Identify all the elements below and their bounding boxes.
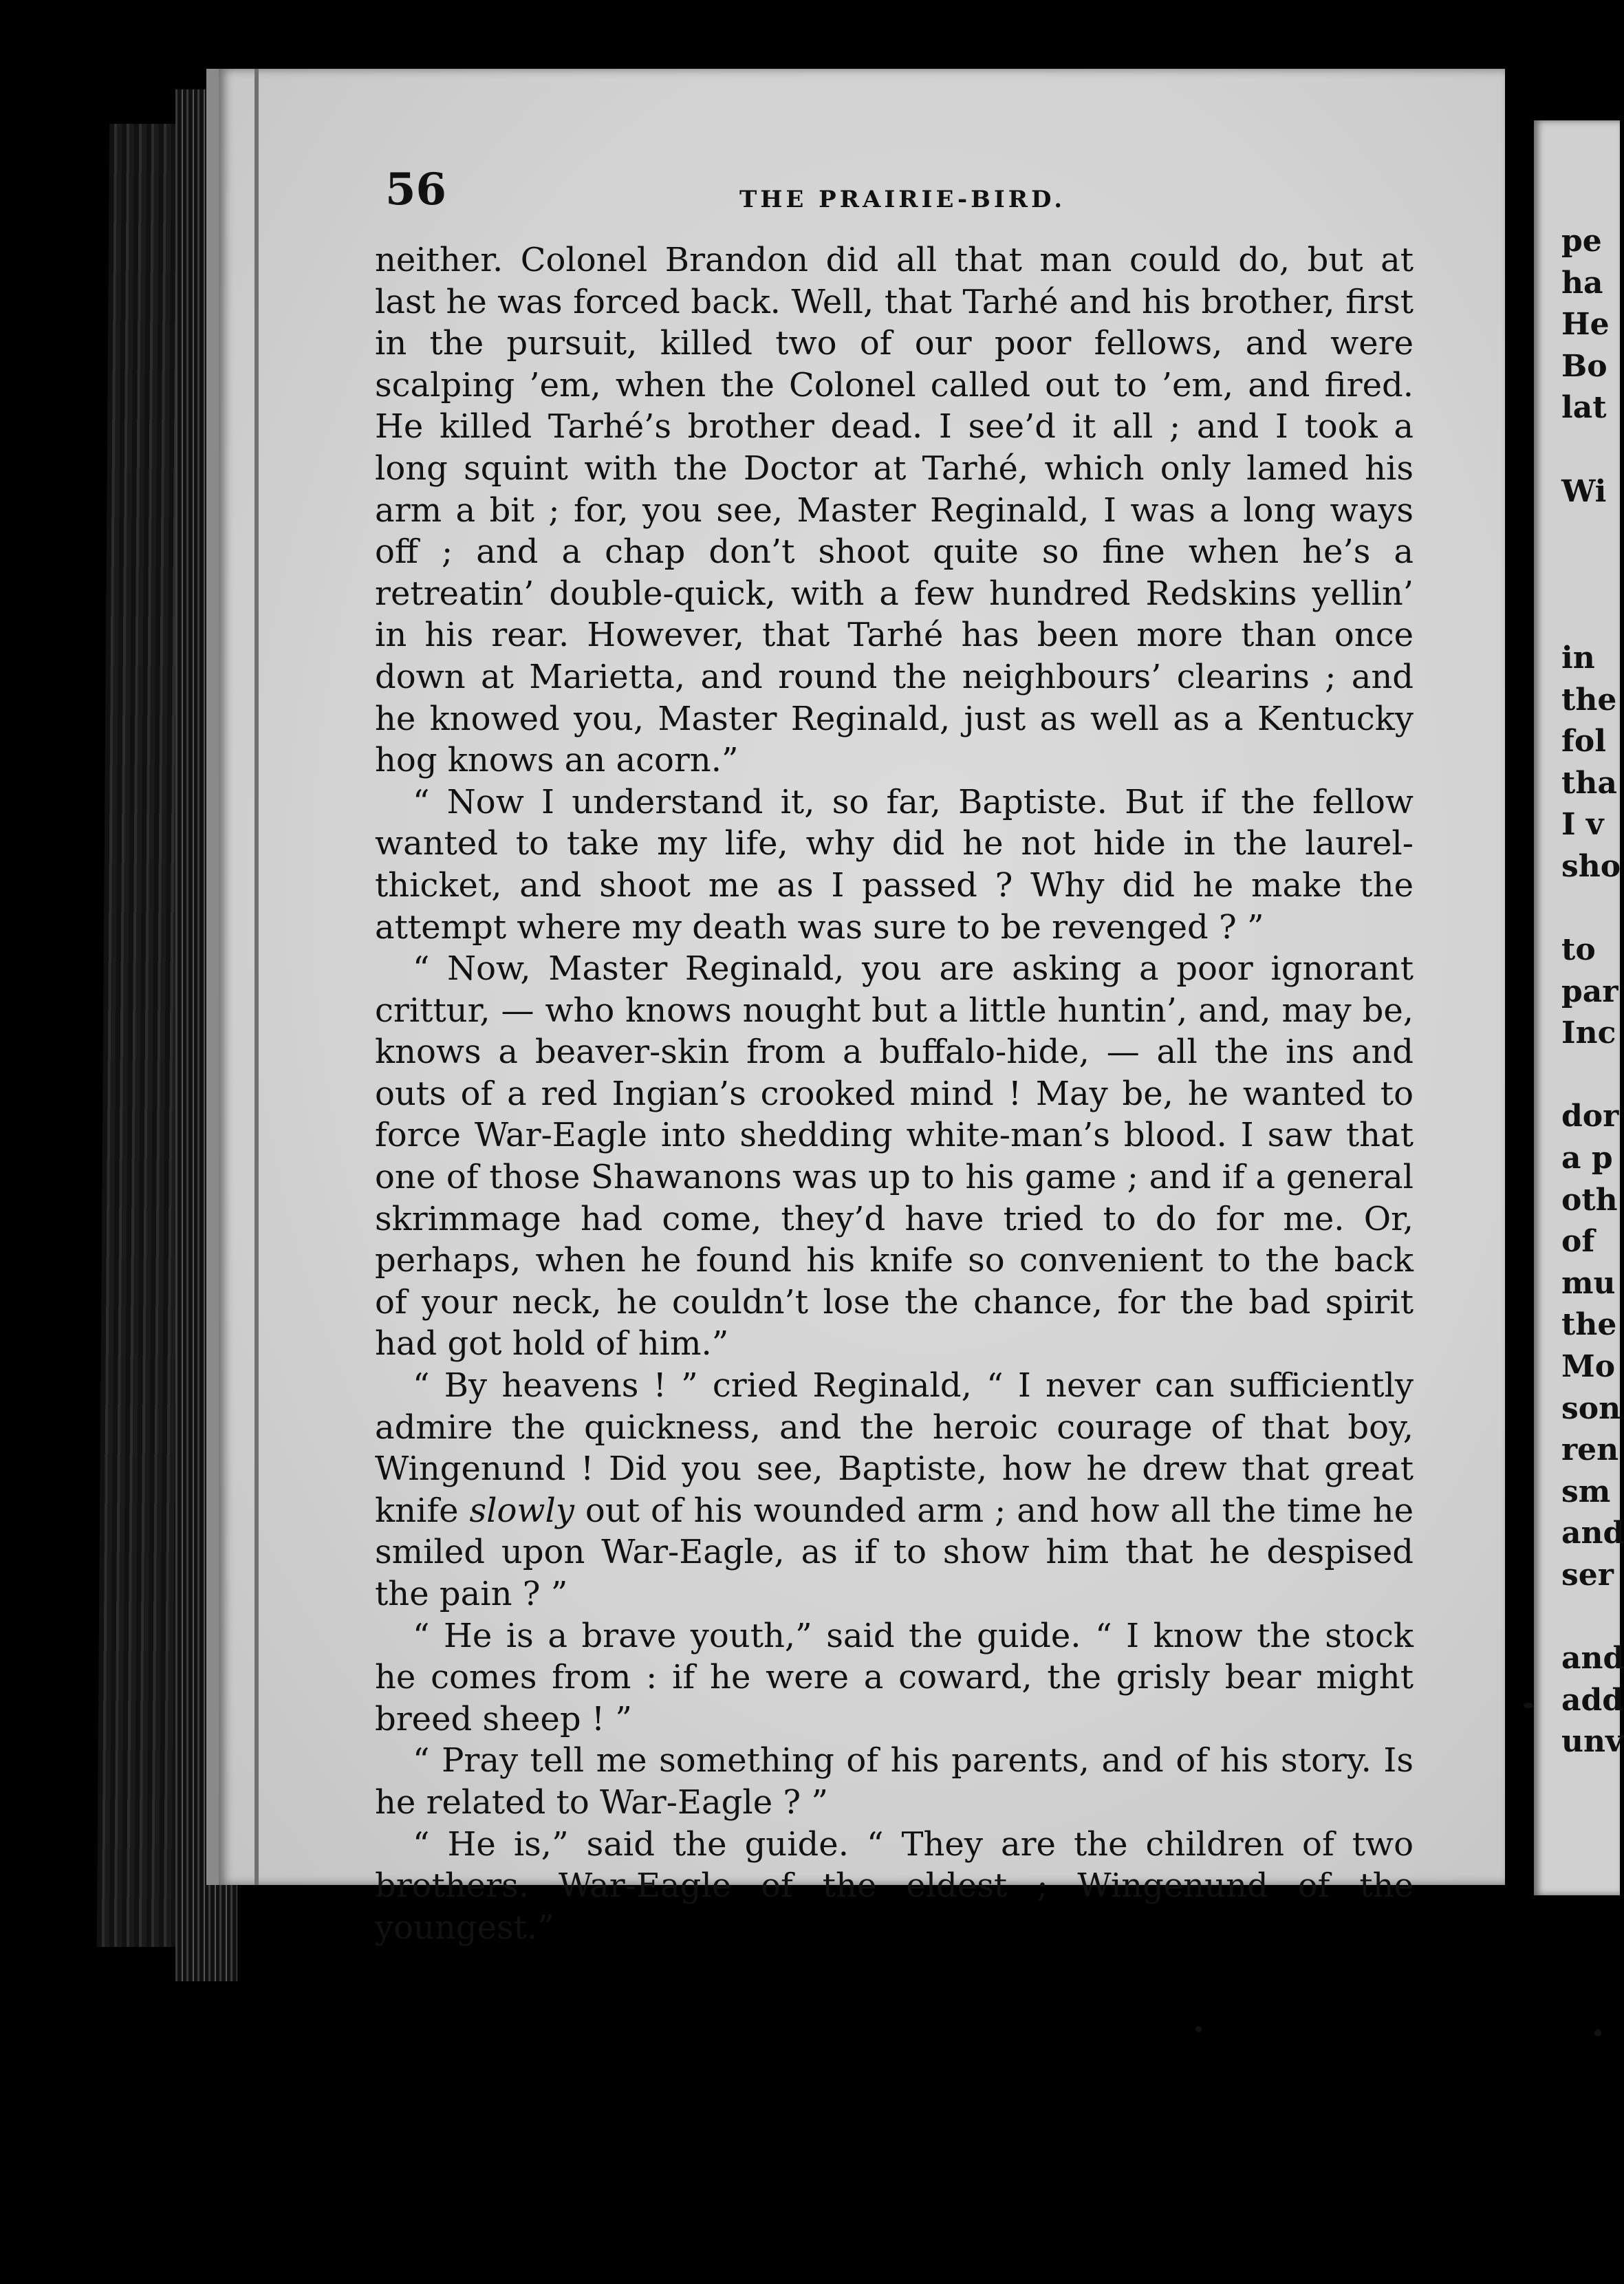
right-page-line: oth: [1561, 1182, 1618, 1218]
right-page-line: to: [1561, 932, 1596, 968]
right-page-line: He: [1561, 307, 1610, 343]
page-number: 56: [385, 164, 447, 215]
right-page-line: [1561, 891, 1624, 933]
right-page-line: sho: [1561, 848, 1621, 884]
ink-speck: [1524, 1703, 1533, 1708]
right-page-line: unv: [1561, 1724, 1623, 1760]
right-page-line: [1561, 432, 1624, 474]
right-page-line: ren: [1561, 1432, 1619, 1468]
paragraph: “ Now, Master Reginald, you are asking a poor ignorant crittur, — who knows nought but a little huntin’, and, may be, knows a beaver-skin from a buffalo-hide, — all the ins and outs of a red Ingian’s crooked mind ! May be, he wanted to force War-Eagle into shedding white-man’s blood. I saw that one of those Shawanons was up to his game ; and if a general skrimmage had come, they’d have tried to do for me. Or, perhaps, when he found his knife so convenient to the back of your neck, he couldn’t lose the chance, for the bad spirit had got hold of him.”: [375, 949, 1414, 1364]
right-page-line: the: [1561, 682, 1617, 718]
paragraph: “ Now I understand it, so far, Baptiste. But if the fellow wanted to take my life, why did he not hide in the laurel-thicket, and shoot me as I passed ? Why did he make the attempt where my death was sure to be revenged ? ”: [375, 782, 1414, 947]
right-page-line: fol: [1561, 724, 1606, 759]
right-page-line: pe: [1561, 224, 1602, 259]
right-page-line: of: [1561, 1224, 1595, 1260]
right-page-line: Wi: [1561, 473, 1607, 509]
right-page-line: Bo: [1561, 348, 1607, 384]
page-fold-line: [255, 69, 259, 1885]
paragraph: [375, 1365, 1414, 1615]
body-text: [375, 239, 1414, 1948]
right-page-line: Mo: [1561, 1349, 1616, 1385]
right-page-line: dor: [1561, 1099, 1619, 1134]
paragraph: “ He is,” said the guide. “ They are the children of two brothers. War-Eagle of the eldest ; Wingenund of the youngest.”: [375, 1824, 1414, 1947]
right-page-line: the: [1561, 1307, 1617, 1343]
paragraph: neither. Colonel Brandon did all that man could do, but at last he was forced back. Well, that Tarhé and his brother, first in the pursuit, killed two of our poor fellows, and were scalping ’em, when the Colonel called out to ’em, and fired. He killed Tarhé’s brother dead. I see’d it all ; and I took a long squint with the Doctor at Tarhé, which only lamed his arm a bit ; for, you see, Master Reginald, I was a long ways off ; and a chap don’t shoot quite so fine when he’s a retreatin’ double-quick, with a few hundred Redskins yellin’ in his rear. However, that Tarhé has been more than once down at Marietta, and round the neighbours’ clearins ; and he knowed you, Master Reginald, just as well as a Kentucky hog knows an acorn.”: [375, 241, 1414, 780]
paragraph: “ He is a brave youth,” said the guide. “ I know the stock he comes from : if he were a coward, the grisly bear might breed sheep ! ”: [375, 1616, 1414, 1738]
italic-text: slowly: [469, 1491, 574, 1530]
running-head: THE PRAIRIE-BIRD.: [739, 186, 1066, 213]
right-page-line: [1561, 1599, 1624, 1641]
right-page-line: sm: [1561, 1474, 1611, 1509]
ink-speck: [1195, 2026, 1202, 2032]
paragraph: “ Pray tell me something of his parents, and of his story. Is he related to War-Eagle ? ”: [375, 1741, 1414, 1822]
right-page-line: tha: [1561, 765, 1617, 801]
right-page-line: Inc: [1561, 1015, 1616, 1051]
right-page-line: and: [1561, 1641, 1624, 1677]
right-page-fragment: [1534, 120, 1624, 1895]
right-page-line: and: [1561, 1516, 1624, 1551]
right-page-line: ser: [1561, 1558, 1614, 1593]
right-page-line: [1561, 599, 1624, 640]
right-page-line: [1561, 515, 1624, 557]
paragraph-text: “ By heavens ! ” cried Reginald, “ I never can sufficiently admire the quickness, and the heroic courage of that boy, Wingenund ! Did you see, Baptiste, how he drew that great knife: [375, 1366, 1414, 1530]
right-page-line: par: [1561, 973, 1618, 1009]
right-page-line: a p: [1561, 1141, 1613, 1176]
right-page-text: [1561, 224, 1624, 1766]
right-page-line: I v: [1561, 807, 1604, 843]
right-page-line: [1561, 1057, 1624, 1099]
right-page-line: lat: [1561, 390, 1607, 426]
right-page-line: [1561, 557, 1624, 599]
right-page-line: mu: [1561, 1265, 1616, 1301]
right-page-line: ha: [1561, 265, 1603, 301]
ink-speck: [1594, 2029, 1601, 2036]
right-page-line: in: [1561, 640, 1595, 676]
paragraph-text: out of his wounded arm ; and how all the time he smiled upon War-Eagle, as if to show him that he despised the pain ? ”: [375, 1491, 1414, 1613]
right-page-line: son: [1561, 1390, 1621, 1426]
right-page-line: add: [1561, 1682, 1624, 1718]
